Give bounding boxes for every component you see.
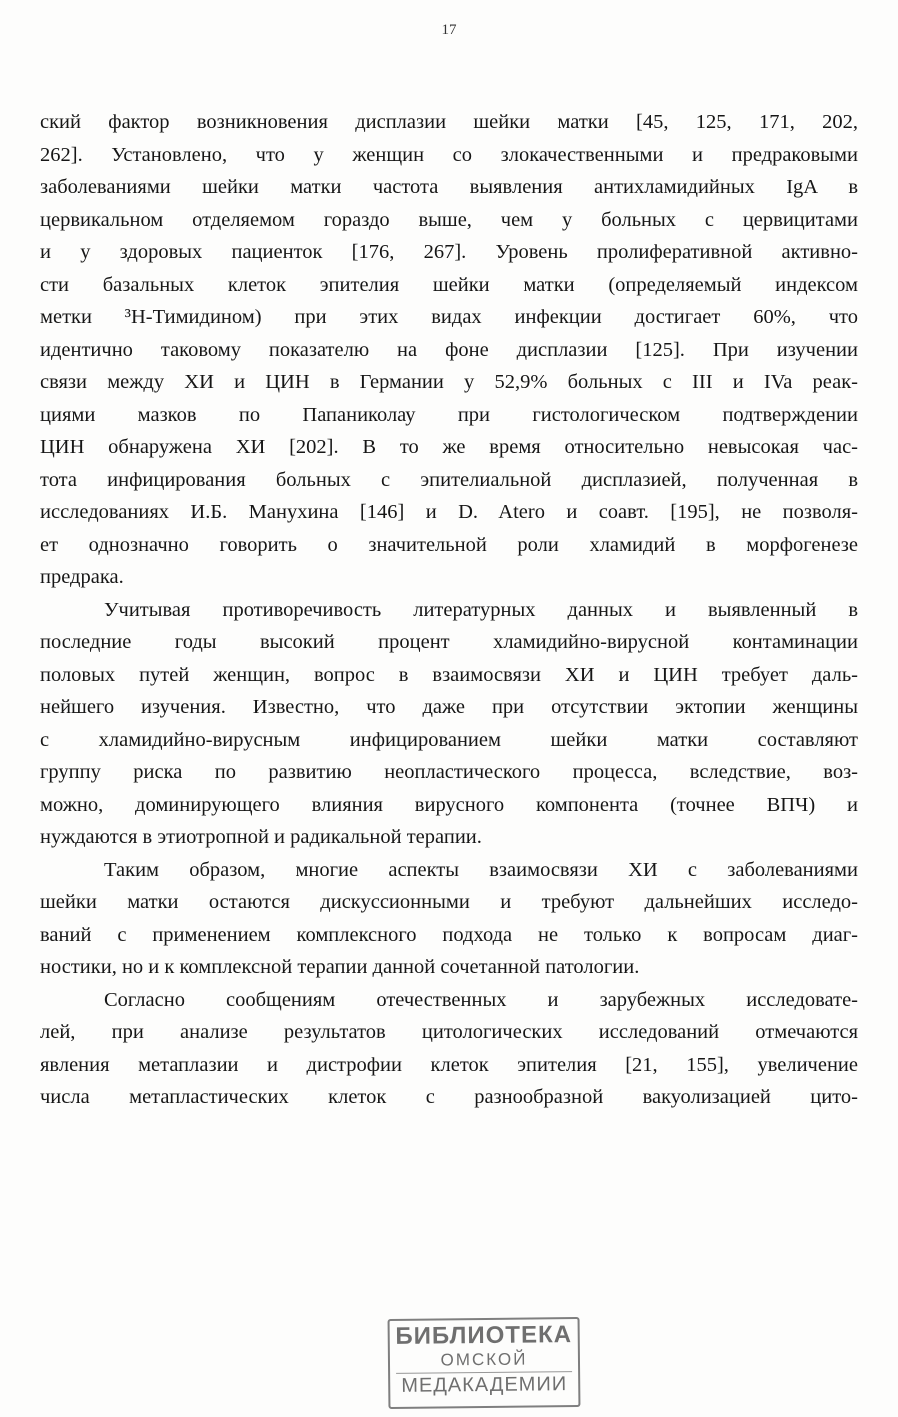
text-line: ет однозначно говорить о значительной роли хламидий в морфогенезе — [40, 533, 858, 556]
text-line: можно, доминирующего влияния вирусного компонента (точнее ВПЧ) и — [40, 793, 858, 816]
text-line: Согласно сообщениям отечественных и зарубежных исследовате- — [104, 988, 858, 1011]
text-line: явления метаплазии и дистрофии клеток эпителия [21, 155], увеличение — [40, 1053, 858, 1076]
text-line: ваний с применением комплексного подхода не только к вопросам диаг- — [40, 923, 858, 946]
text-line: 262]. Установлено, что у женщин со злокачественными и предраковыми — [40, 143, 858, 166]
text-line: Учитывая противоречивость литературных данных и выявленный в — [104, 598, 858, 621]
text-line: группу риска по развитию неопластического процесса, вследствие, воз- — [40, 761, 858, 783]
text-line: с хламидийно-вирусным инфицированием шейки матки составляют — [40, 728, 858, 751]
text-line: нуждаются в этиотропной и радикальной терапии. — [40, 826, 482, 848]
page-number: 17 — [441, 22, 457, 38]
text-line: связи между ХИ и ЦИН в Германии у 52,9% больных с III и IVa реак- — [40, 371, 858, 393]
paragraph-4 — [40, 984, 858, 1114]
text-line: нейшего изучения. Известно, что даже при отсутствии эктопии женщины — [40, 696, 858, 718]
text-line: шейки матки остаются дискуссионными и требуют дальнейших исследо- — [40, 891, 858, 913]
text-line: заболеваниями шейки матки частота выявления антихламидийных IgA в — [40, 176, 858, 198]
text-line: исследованиях И.Б. Манухина [146] и D. Atero и соавт. [195], не позволя- — [40, 501, 858, 523]
stamp-line-2: ОМСКОЙ — [440, 1349, 528, 1370]
text-line: идентично таковому показателю на фоне дисплазии [125]. При изучении — [40, 338, 858, 361]
text-line: лей, при анализе результатов цитологических исследований отмечаются — [40, 1021, 858, 1043]
text-line: цервикальном отделяемом гораздо выше, чем у больных с цервицитами — [40, 208, 858, 231]
text-line: последние годы высокий процент хламидийно-вирусной контаминации — [40, 631, 858, 653]
text-line: метки ³Н-Тимидином) при этих видах инфекции достигает 60%, что — [40, 306, 858, 328]
text-line: и у здоровых пациенток [176, 267]. Уровень пролиферативной активно- — [40, 241, 858, 263]
text-line: предрака. — [40, 566, 124, 588]
paragraph-3 — [40, 854, 858, 984]
paragraph-1 — [40, 106, 858, 594]
text-line: ностики, но и к комплексной терапии данной сочетанной патологии. — [40, 956, 640, 978]
text-line: циями мазков по Папаниколау при гистологическом подтверждении — [40, 403, 858, 426]
text-line: числа метапластических клеток с разнообразной вакуолизацией цито- — [40, 1086, 858, 1108]
text-line: ский фактор возникновения дисплазии шейки матки [45, 125, 171, 202, — [40, 111, 858, 133]
text-line: сти базальных клеток эпителия шейки матки (определяемый индексом — [40, 273, 858, 296]
paragraph-2 — [40, 594, 858, 854]
text-line: тота инфицирования больных с эпителиальной дисплазией, полученная в — [40, 468, 858, 491]
stamp-line-3: МЕДАКАДЕМИИ — [396, 1371, 572, 1398]
stamp-line-1: БИБЛИОТЕКА — [395, 1321, 573, 1350]
body-text — [40, 106, 858, 1114]
text-line: половых путей женщин, вопрос в взаимосвязи ХИ и ЦИН требует даль- — [40, 663, 858, 686]
text-line: Таким образом, многие аспекты взаимосвязи ХИ с заболеваниями — [104, 858, 858, 881]
library-stamp — [388, 1317, 581, 1409]
text-line: ЦИН обнаружена ХИ [202]. В то же время относительно невысокая час- — [40, 436, 858, 458]
